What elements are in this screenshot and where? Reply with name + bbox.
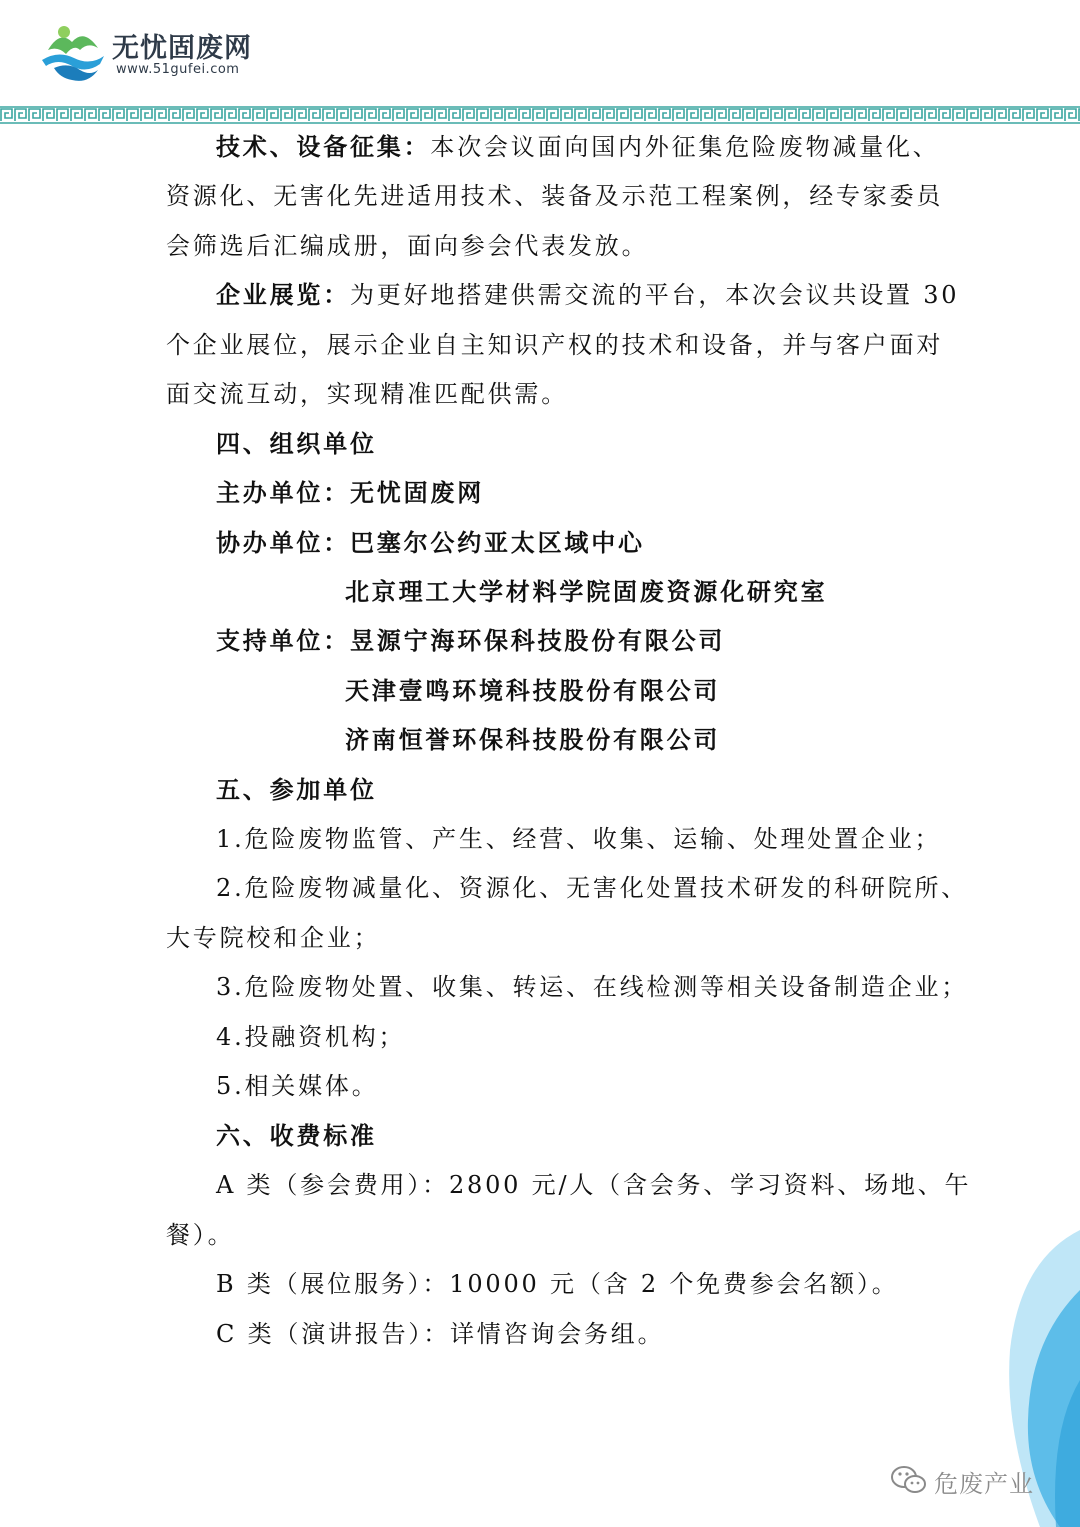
fee-b: B 类（展位服务）：10000 元（含 2 个免费参会名额）。 (216, 1270, 899, 1298)
co-organizer-row (216, 528, 645, 558)
fee-c: C 类（演讲报告）：详情咨询会务组。 (216, 1320, 665, 1348)
fee-a: A 类（参会费用）：2800 元/人（含会务、学习资料、场地、午 (216, 1171, 972, 1199)
host-row (216, 478, 484, 508)
site-logo (38, 18, 278, 88)
section-heading: 四、组织单位 (216, 429, 377, 458)
paragraph-expo-line-1 (216, 280, 959, 310)
supporter-row (216, 626, 725, 656)
paragraph-tech-line-3: 会筛选后汇编成册，面向参会代表发放。 (166, 232, 649, 260)
list-item-continued: 大专院校和企业； (166, 924, 381, 952)
logo-title: 无忧固废网 (112, 33, 252, 64)
list-item: 1.危险废物监管、产生、经营、收集、运输、处理处置企业； (216, 825, 942, 853)
paragraph-label: 技术、设备征集： (216, 132, 431, 161)
host-label: 主办单位： (216, 478, 350, 507)
paragraph-tech-line-1 (216, 132, 940, 162)
supporter-name: 济南恒誉环保科技股份有限公司 (345, 725, 721, 754)
watermark-text: 危废产业 (934, 1470, 1034, 1498)
list-item: 3.危险废物处置、收集、转运、在线检测等相关设备制造企业； (216, 973, 969, 1001)
list-item: 5.相关媒体。 (216, 1072, 379, 1100)
co-organizer-name: 巴塞尔公约亚太区域中心 (350, 528, 645, 557)
list-item: 4.投融资机构； (216, 1023, 406, 1051)
supporter-name: 天津壹鸣环境科技股份有限公司 (345, 676, 721, 705)
fee-a-continued: 餐）。 (166, 1221, 235, 1249)
paragraph-label: 企业展览： (216, 280, 350, 309)
paragraph-text: 为更好地搭建供需交流的平台，本次会议共设置 30 (350, 281, 960, 309)
co-organizer-name: 北京理工大学材料学院固废资源化研究室 (345, 577, 828, 606)
supporter-label: 支持单位： (216, 626, 350, 655)
co-organizer-label: 协办单位： (216, 528, 350, 557)
paragraph-expo-line-3: 面交流互动，实现精准匹配供需。 (166, 380, 568, 408)
decorative-border (0, 106, 1080, 124)
section-heading: 五、参加单位 (216, 775, 377, 804)
logo-mark-icon (38, 20, 108, 86)
host-name: 无忧固废网 (350, 478, 484, 507)
logo-url: www.51gufei.com (116, 62, 240, 77)
section-heading: 六、收费标准 (216, 1121, 377, 1150)
paragraph-tech-line-2: 资源化、无害化先进适用技术、装备及示范工程案例，经专家委员 (166, 182, 944, 210)
paragraph-text: 本次会议面向国内外征集危险废物减量化、 (430, 133, 940, 161)
paragraph-expo-line-2: 个企业展位，展示企业自主知识产权的技术和设备，并与客户面对 (166, 331, 944, 359)
supporter-name: 昱源宁海环保科技股份有限公司 (350, 626, 726, 655)
list-item: 2.危险废物减量化、资源化、无害化处置技术研发的科研院所、 (216, 874, 969, 902)
wechat-icon (890, 1464, 928, 1496)
